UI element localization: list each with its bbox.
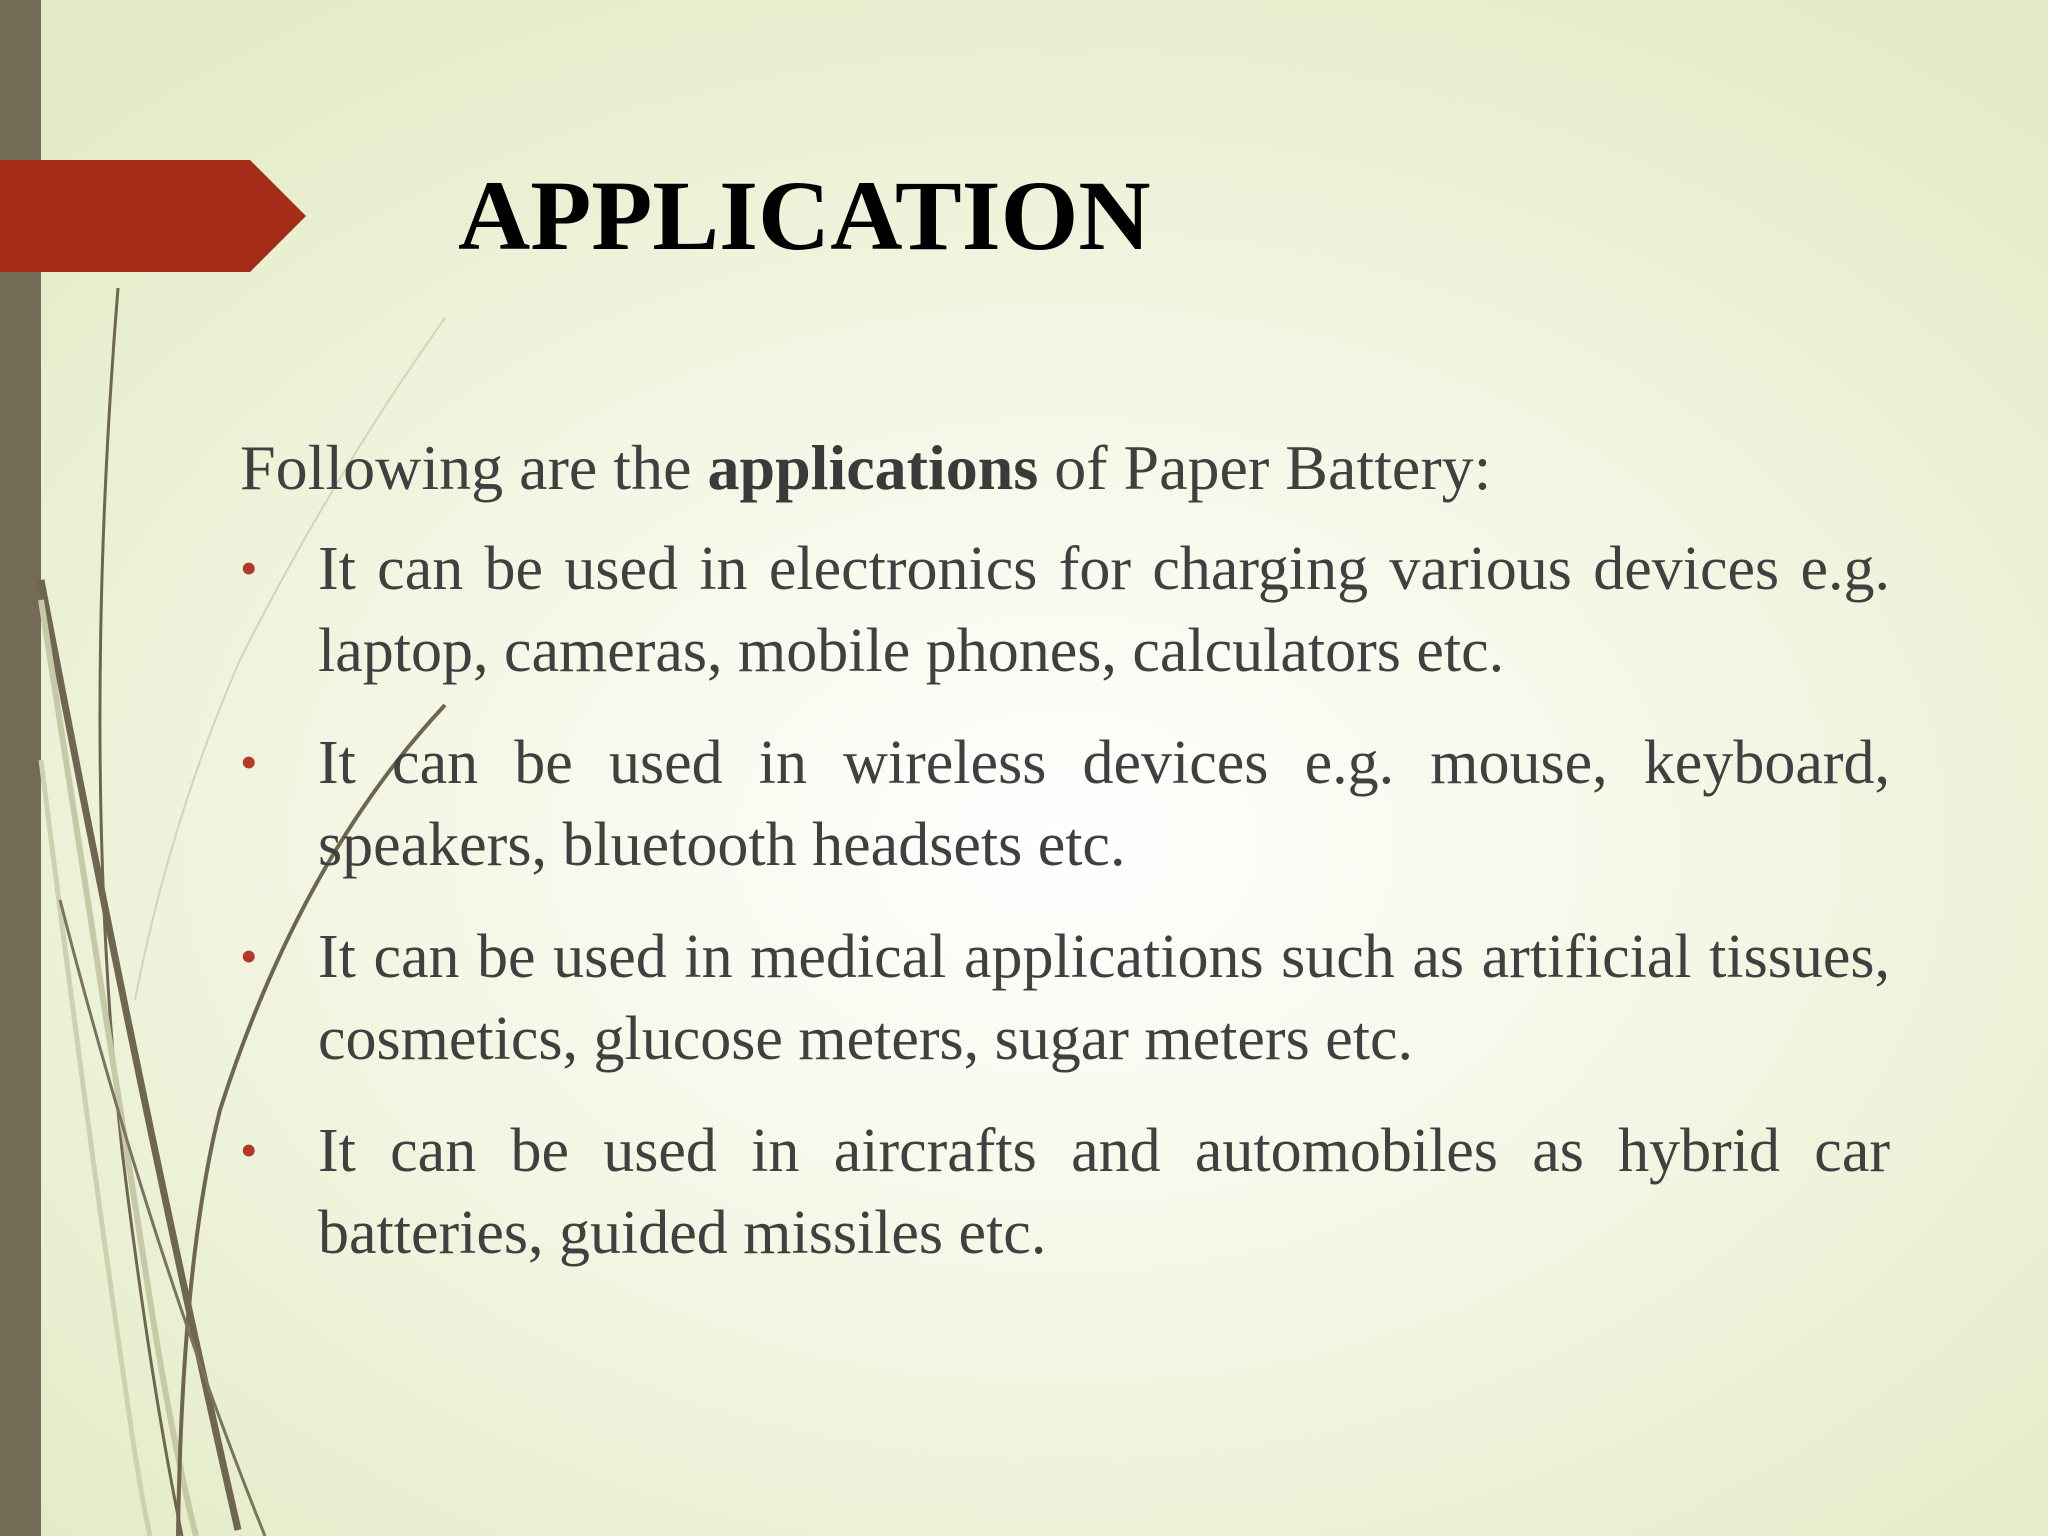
intro-text-before: Following are the	[240, 432, 708, 503]
slide-body	[240, 428, 1890, 1304]
bullet-dot-icon: •	[240, 734, 258, 790]
intro-text-after: of Paper Battery:	[1038, 432, 1492, 503]
bullet-item-aircraft	[240, 1110, 1890, 1274]
bullet-dot-icon: •	[240, 540, 258, 596]
bullet-item-wireless	[240, 722, 1890, 886]
title-accent-banner	[0, 0, 320, 300]
bullet-dot-icon: •	[240, 1122, 258, 1178]
bullet-dot-icon: •	[240, 928, 258, 984]
bullet-item-medical	[240, 916, 1890, 1080]
intro-line	[240, 428, 1890, 508]
intro-text-bold: applications	[707, 432, 1039, 503]
bullet-text: It can be used in wireless devices e.g. mouse, keyboard, speakers, bluetooth headsets etc.	[318, 729, 1890, 879]
application-bullet-list	[240, 528, 1890, 1274]
bullet-text: It can be used in electronics for charging various devices e.g. laptop, cameras, mobile phones, calculators etc.	[318, 535, 1890, 685]
bullet-text: It can be used in aircrafts and automobiles as hybrid car batteries, guided missiles etc.	[318, 1117, 1890, 1267]
bullet-text: It can be used in medical applications such as artificial tissues, cosmetics, glucose meters, sugar meters etc.	[318, 923, 1890, 1073]
bullet-item-electronics	[240, 528, 1890, 692]
slide-title: APPLICATION	[458, 160, 1151, 271]
